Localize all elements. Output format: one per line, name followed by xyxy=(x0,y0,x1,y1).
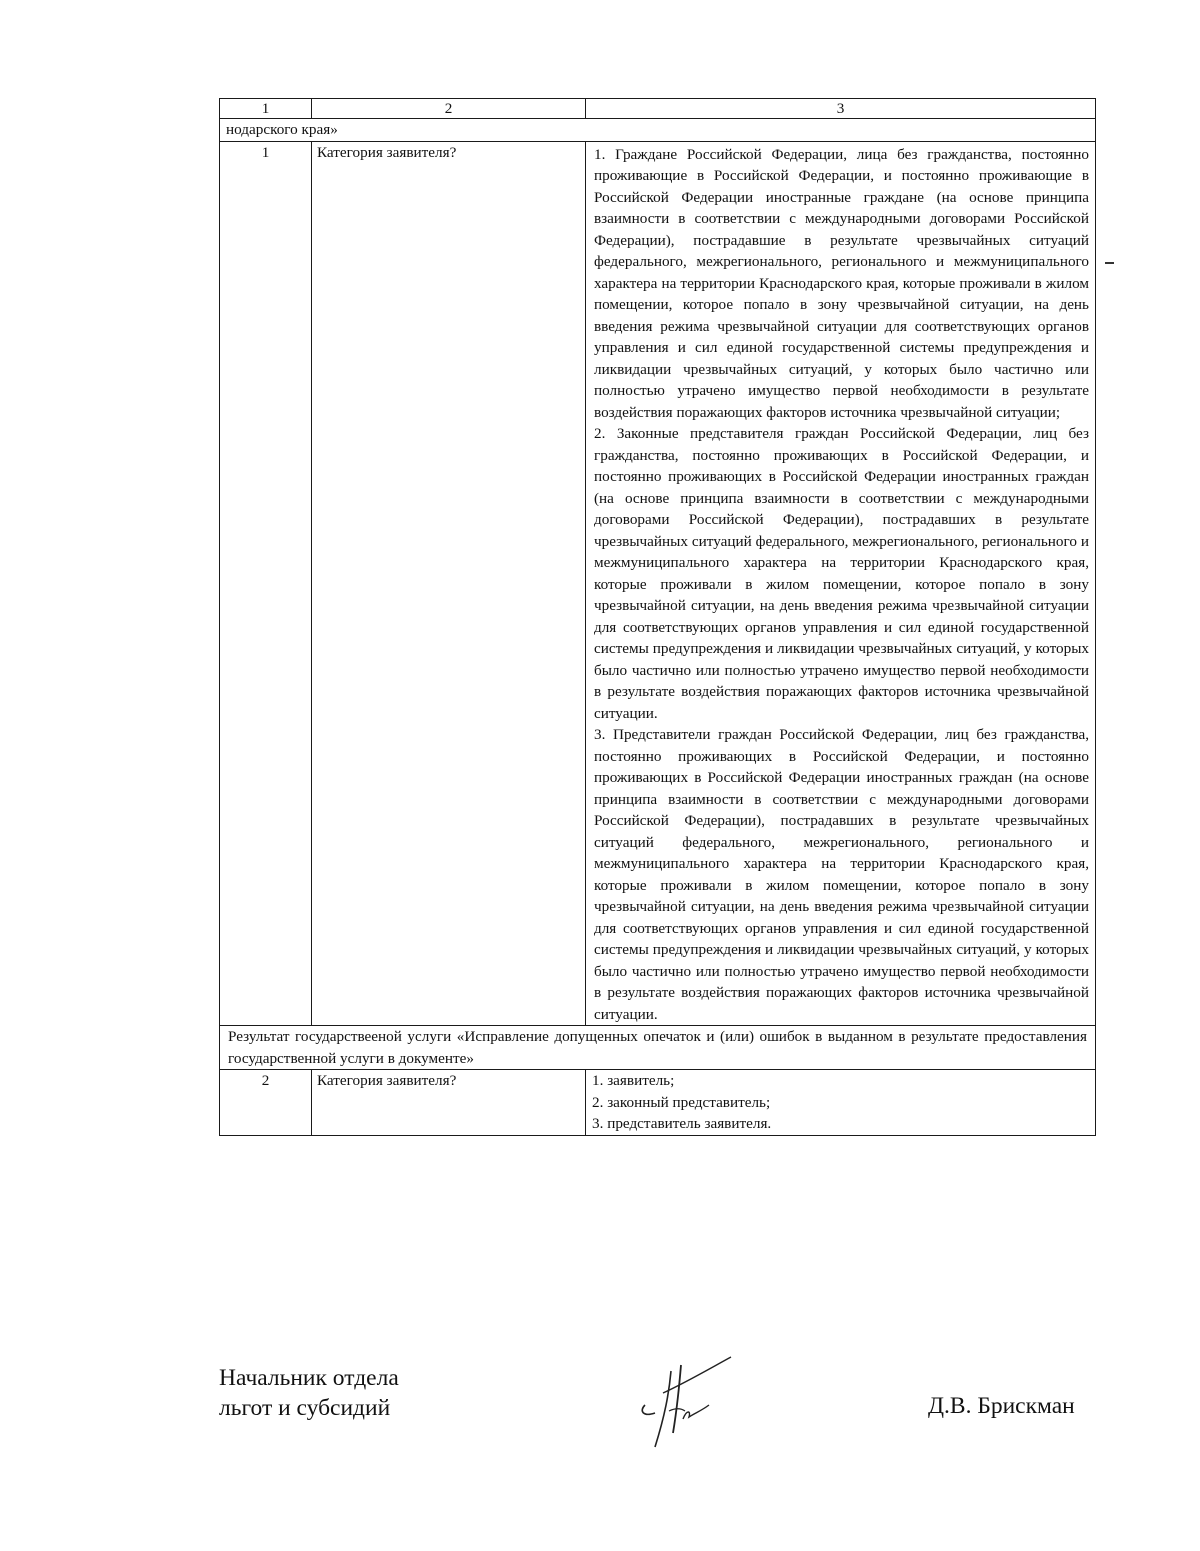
applicant-category-table xyxy=(219,98,1096,1136)
answer-item-2: 2. законный представитель; xyxy=(592,1093,771,1111)
answer-cell xyxy=(586,141,1096,1026)
signatory-position xyxy=(219,1363,399,1423)
answer-item-1: 1. заявитель; xyxy=(592,1072,675,1089)
answer-item-3: 3. представитель заявителя. xyxy=(592,1115,772,1132)
answer-item-3: 3. Представители граждан Российской Федерации, лиц без гражданства, постоянно проживающих в Российской Федерации, и постоянно проживающих в Российской Федерации иностранных граждан (на основе принципа взаимности в соответствии с международными договорами Российской Федерации), пострадавших в результате чрезвычайных ситуаций федерального, межрегионального, регионального и межмуниципального характера на территории Краснодарского края, которые проживали в жилом помещении, которое попало в зону чрезвычайной ситуации, на день введения режима чрезвычайной ситуации для соответствующих органов управления и сил единой государственной системы предупреждения и ликвидации чрезвычайных ситуаций, у которых было частично или полностью утрачено имущество первой необходимости в результате воздействия поражающих факторов источника чрезвычайной ситуации. xyxy=(594,726,1089,1023)
margin-dash-mark xyxy=(1105,262,1114,264)
answer-item-2: 2. Законные представителя граждан Российской Федерации, лиц без гражданства, постоянно проживающих в Российской Федерации, и постоянно проживающих в Российской Федерации иностранных граждан (на основе принципа взаимности в соответствии с международными договорами Российской Федерации), пострадавших в результате чрезвычайных ситуаций федерального, межрегионального, регионального и межмуниципального характера на территории Краснодарского края, которые проживали в жилом помещении, которое попало в зону чрезвычайной ситуации, на день введения режима чрезвычайной ситуации для соответствующих органов управления и сил единой государственной системы предупреждения и ликвидации чрезвычайных ситуаций, у которых было частично или полностью утрачено имущество первой необходимости в результате воздействия поражающих факторов источника чрезвычайной ситуации. xyxy=(594,425,1089,722)
row-number: 2 xyxy=(220,1070,312,1136)
answer-cell xyxy=(586,1070,1096,1136)
table-row xyxy=(220,141,1096,1026)
column-number-2: 2 xyxy=(312,99,586,119)
section-title-1: нодарского края» xyxy=(220,119,1096,142)
handwritten-signature xyxy=(625,1353,740,1453)
question-cell: Категория заявителя? xyxy=(312,141,586,1026)
row-number: 1 xyxy=(220,141,312,1026)
question-cell: Категория заявителя? xyxy=(312,1070,586,1136)
table-row xyxy=(220,1070,1096,1136)
section-title-row xyxy=(220,119,1096,142)
section-title-row xyxy=(220,1026,1096,1070)
section-title-2: Результат государствееной услуги «Исправление допущенных опечаток и (или) ошибок в выданном в результате предоставления государственной услуги в документе» xyxy=(220,1026,1096,1070)
signatory-name: Д.В. Брискман xyxy=(928,1393,1075,1419)
column-number-3: 3 xyxy=(586,99,1096,119)
column-number-1: 1 xyxy=(220,99,312,119)
position-line-2: льгот и субсидий xyxy=(219,1395,391,1421)
position-line-1: Начальник отдела xyxy=(219,1365,399,1391)
column-number-row xyxy=(220,99,1096,119)
answer-item-1: 1. Граждане Российской Федерации, лица без гражданства, постоянно проживающие в Российской Федерации, и постоянно проживающие в Российской Федерации иностранные граждане (на основе принципа взаимности в соответствии с международными договорами Российской Федерации), пострадавшие в результате чрезвычайных ситуаций федерального, межрегионального, регионального и межмуниципального характера на территории Краснодарского края, которые проживали в жилом помещении, которое попало в зону чрезвычайной ситуации, на день введения режима чрезвычайной ситуации для соответствующих органов управления и сил единой государственной системы предупреждения и ликвидации чрезвычайных ситуаций, у которых было частично или полностью утрачено имущество первой необходимости в результате воздействия поражающих факторов источника чрезвычайной ситуации; xyxy=(594,145,1089,421)
